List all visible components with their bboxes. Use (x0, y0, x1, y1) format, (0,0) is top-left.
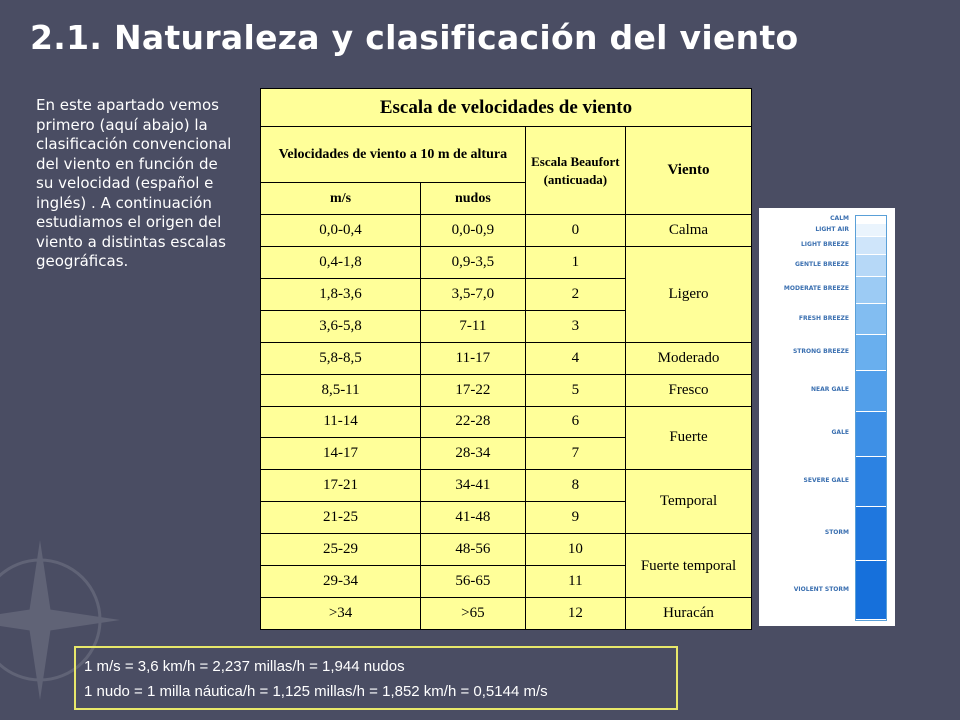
table-row (261, 374, 752, 406)
ms-cell: 21-25 (261, 502, 421, 534)
force-cell: 5 (525, 374, 625, 406)
scale-label: LIGHT AIR (815, 225, 849, 233)
scale-segment (856, 224, 886, 237)
table-row (261, 534, 752, 566)
scale-segment (856, 507, 886, 561)
scale-segment (856, 412, 886, 457)
conversion-line-ms: 1 m/s = 3,6 km/h = 2,237 millas/h = 1,944 nudos (84, 658, 405, 675)
ms-cell: 11-14 (261, 406, 421, 438)
force-cell: 9 (525, 502, 625, 534)
table-caption: Escala de velocidades de viento (261, 89, 752, 127)
knots-cell: 41-48 (421, 502, 526, 534)
wind-speed-table (260, 88, 752, 630)
unit-conversion-box (74, 646, 678, 710)
ms-cell: 1,8-3,6 (261, 278, 421, 310)
force-cell: 7 (525, 438, 625, 470)
knots-cell: 11-17 (421, 342, 526, 374)
scale-segment (856, 561, 886, 620)
knots-cell: 56-65 (421, 566, 526, 598)
knots-cell: 17-22 (421, 374, 526, 406)
scale-segment (856, 216, 886, 224)
wind-cell: Fresco (626, 374, 752, 406)
ms-cell: >34 (261, 598, 421, 630)
ms-cell: 8,5-11 (261, 374, 421, 406)
table-row (261, 598, 752, 630)
ms-cell: 5,8-8,5 (261, 342, 421, 374)
scale-segment (856, 255, 886, 277)
scale-bar (855, 215, 887, 621)
force-cell: 3 (525, 310, 625, 342)
beaufort-header: Escala Beaufort (anticuada) (525, 127, 625, 215)
conversion-line-knot: 1 nudo = 1 milla náutica/h = 1,125 millas/h = 1,852 km/h = 0,5144 m/s (84, 683, 548, 700)
force-cell: 11 (525, 566, 625, 598)
knots-cell: 3,5-7,0 (421, 278, 526, 310)
wind-header: Viento (626, 127, 752, 215)
scale-label: STRONG BREEZE (792, 348, 849, 356)
force-cell: 8 (525, 470, 625, 502)
scale-label: STORM (824, 528, 849, 536)
scale-label: GENTLE BREEZE (795, 260, 849, 268)
table-row (261, 246, 752, 278)
knots-cell: 0,0-0,9 (421, 215, 526, 247)
ms-cell: 29-34 (261, 566, 421, 598)
ms-cell: 3,6-5,8 (261, 310, 421, 342)
wind-cell: Ligero (626, 246, 752, 342)
knots-cell: 0,9-3,5 (421, 246, 526, 278)
force-cell: 6 (525, 406, 625, 438)
wind-cell: Calma (626, 215, 752, 247)
ms-cell: 25-29 (261, 534, 421, 566)
table-row (261, 342, 752, 374)
knots-header: nudos (421, 183, 526, 215)
table-row (261, 215, 752, 247)
scale-label: VIOLENT STORM (793, 585, 849, 593)
scale-segment (856, 277, 886, 304)
scale-label: GALE (831, 429, 849, 437)
wind-cell: Temporal (626, 470, 752, 534)
table-row (261, 470, 752, 502)
force-cell: 10 (525, 534, 625, 566)
scale-segment (856, 304, 886, 335)
scale-segment (856, 237, 886, 255)
scale-label: NEAR GALE (811, 386, 849, 394)
force-cell: 0 (525, 215, 625, 247)
knots-cell: 34-41 (421, 470, 526, 502)
ms-cell: 14-17 (261, 438, 421, 470)
scale-segment (856, 457, 886, 507)
scale-label: LIGHT BREEZE (800, 241, 849, 249)
knots-cell: 28-34 (421, 438, 526, 470)
knots-cell: >65 (421, 598, 526, 630)
ms-cell: 17-21 (261, 470, 421, 502)
force-cell: 12 (525, 598, 625, 630)
wind-cell: Moderado (626, 342, 752, 374)
ms-header: m/s (261, 183, 421, 215)
wind-cell: Fuerte (626, 406, 752, 470)
intro-text: En este apartado vemos primero (aquí abajo) la clasificación convencional del viento en función de su velocidad (español e inglés) . A continuación estudiamos el origen del viento a distintas escalas geográficas. (36, 96, 232, 270)
scale-segment (856, 371, 886, 412)
page-title: 2.1. Naturaleza y clasificación del viento (30, 18, 799, 57)
table-row (261, 406, 752, 438)
scale-label: CALM (830, 215, 849, 223)
force-cell: 1 (525, 246, 625, 278)
scale-label: SEVERE GALE (803, 476, 849, 484)
ms-cell: 0,4-1,8 (261, 246, 421, 278)
scale-label: FRESH BREEZE (798, 314, 849, 322)
speed-group-header: Velocidades de viento a 10 m de altura (261, 127, 526, 183)
scale-label: MODERATE BREEZE (783, 285, 849, 293)
wind-cell: Fuerte temporal (626, 534, 752, 598)
force-cell: 4 (525, 342, 625, 374)
scale-segment (856, 335, 886, 371)
beaufort-color-scale (759, 208, 895, 626)
force-cell: 2 (525, 278, 625, 310)
wind-cell: Huracán (626, 598, 752, 630)
ms-cell: 0,0-0,4 (261, 215, 421, 247)
knots-cell: 7-11 (421, 310, 526, 342)
knots-cell: 22-28 (421, 406, 526, 438)
knots-cell: 48-56 (421, 534, 526, 566)
